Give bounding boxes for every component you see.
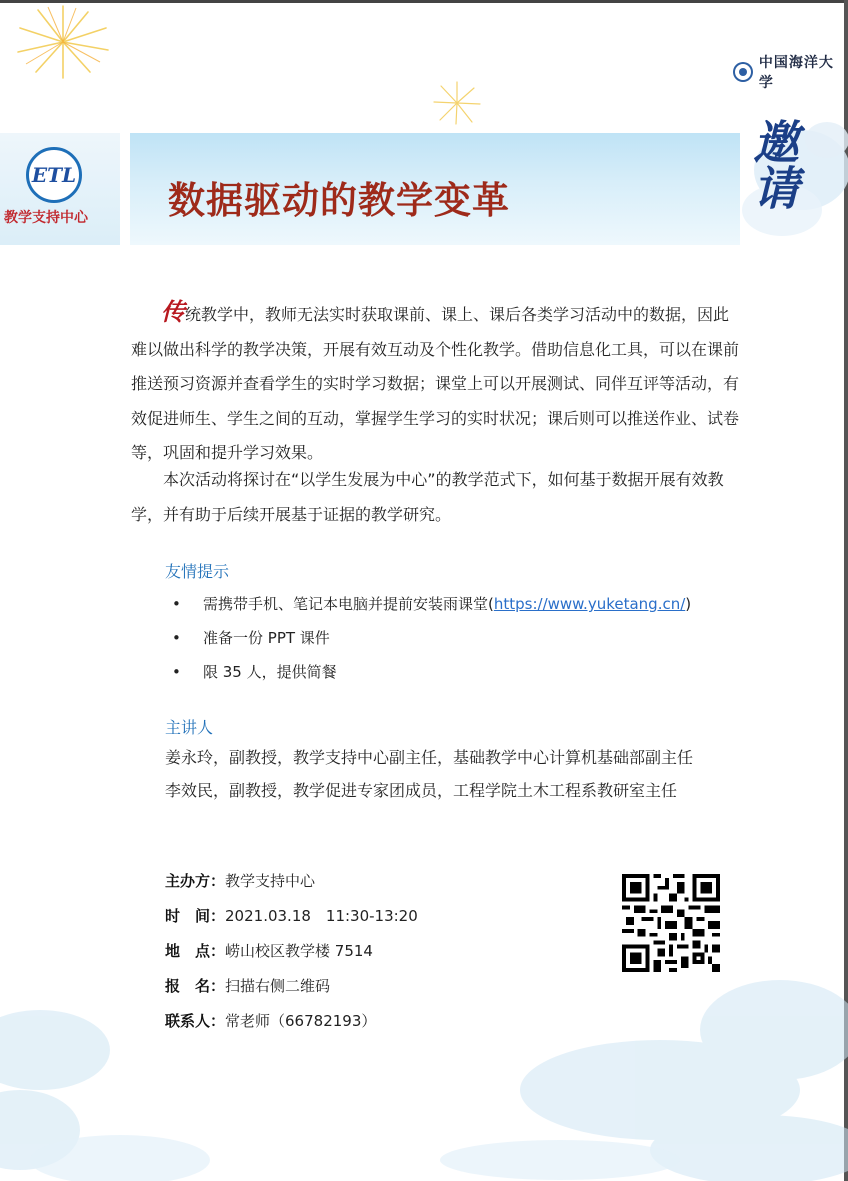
tips-heading: 友情提示 [165,562,230,581]
university-emblem-icon [733,62,753,82]
info-label: 报 名： [165,977,226,995]
university-name: 中国海洋大学 [758,55,834,91]
intro-paragraph-2 [131,463,743,532]
list-item [172,623,691,657]
event-info [165,867,418,1042]
tip-1-prefix: 需携带手机、笔记本电脑并提前安装雨课堂( [203,595,494,613]
info-value: 崂山校区教学楼 7514 [225,942,373,960]
speaker-2: 李效民，副教授，教学促进专家团成员，工程学院土木工程系教研室主任 [165,781,678,800]
list-item [172,589,691,623]
info-label: 主办方： [165,872,226,890]
speaker-1: 姜永玲，副教授，教学支持中心副主任，基础教学中心计算机基础部副主任 [165,748,694,767]
university-logo [733,52,848,92]
firework-decoration-left [8,2,118,82]
invite-calligraphy [748,118,798,210]
info-value: 教学支持中心 [225,872,316,890]
bullet-icon: • [172,595,181,613]
tip-text-3: 限 35 人，提供简餐 [203,663,337,681]
intro-paragraph-1 [131,295,743,471]
tips-list [172,589,691,691]
info-contact [165,1007,418,1042]
info-label: 地 点： [165,942,226,960]
info-signup [165,972,418,1007]
ink-wash-decoration [0,960,848,1181]
intro-text-2: 本次活动将探讨在“以学生发展为中心”的教学范式下，如何基于数据开展有效教学，并有助于后续开展基于证据的教学研究。 [131,470,724,524]
center-logo-box [0,133,120,245]
info-label: 时 间： [165,907,226,925]
list-item [172,657,691,691]
firework-decoration-center [432,80,482,126]
signup-qr-code-icon[interactable] [622,874,720,972]
page-top-border [0,0,848,3]
info-value: 常老师（66782193） [225,1012,377,1030]
speakers-heading: 主讲人 [165,718,214,737]
etl-emblem-icon [26,147,82,203]
info-place [165,937,418,972]
bullet-icon: • [172,663,181,681]
bullet-icon: • [172,629,181,647]
etl-logo-text: ETL [31,163,77,187]
page-title: 数据驱动的教学变革 [168,179,510,222]
tip-1-suffix: ) [685,595,692,613]
info-value: 扫描右侧二维码 [225,977,331,995]
tip-text-1 [203,589,691,623]
info-organizer [165,867,418,902]
info-label: 联系人： [165,1012,226,1030]
center-label: 教学支持中心 [4,210,88,226]
info-value: 2021.03.18 11:30-13:20 [225,907,418,925]
tip-text-2: 准备一份 PPT 课件 [203,629,330,647]
info-time [165,902,418,937]
intro-text-1: 统教学中，教师无法实时获取课前、课上、课后各类学习活动中的数据，因此难以做出科学的教学决策，开展有效互动及个性化教学。借助信息化工具，可以在课前推送预习资源并查看学生的实时学习数据；课堂上可以开展测试、同伴互评等活动，有效促进师生、学生之间的互动，掌握学生学习的实时状况；课后则可以推送作业、试卷等，巩固和提升学习效果。 [131,305,740,462]
yuketang-link[interactable]: https://www.yuketang.cn/ [493,595,686,613]
dropcap: 传 [161,297,185,326]
invite-text: 邀请 [746,118,800,210]
